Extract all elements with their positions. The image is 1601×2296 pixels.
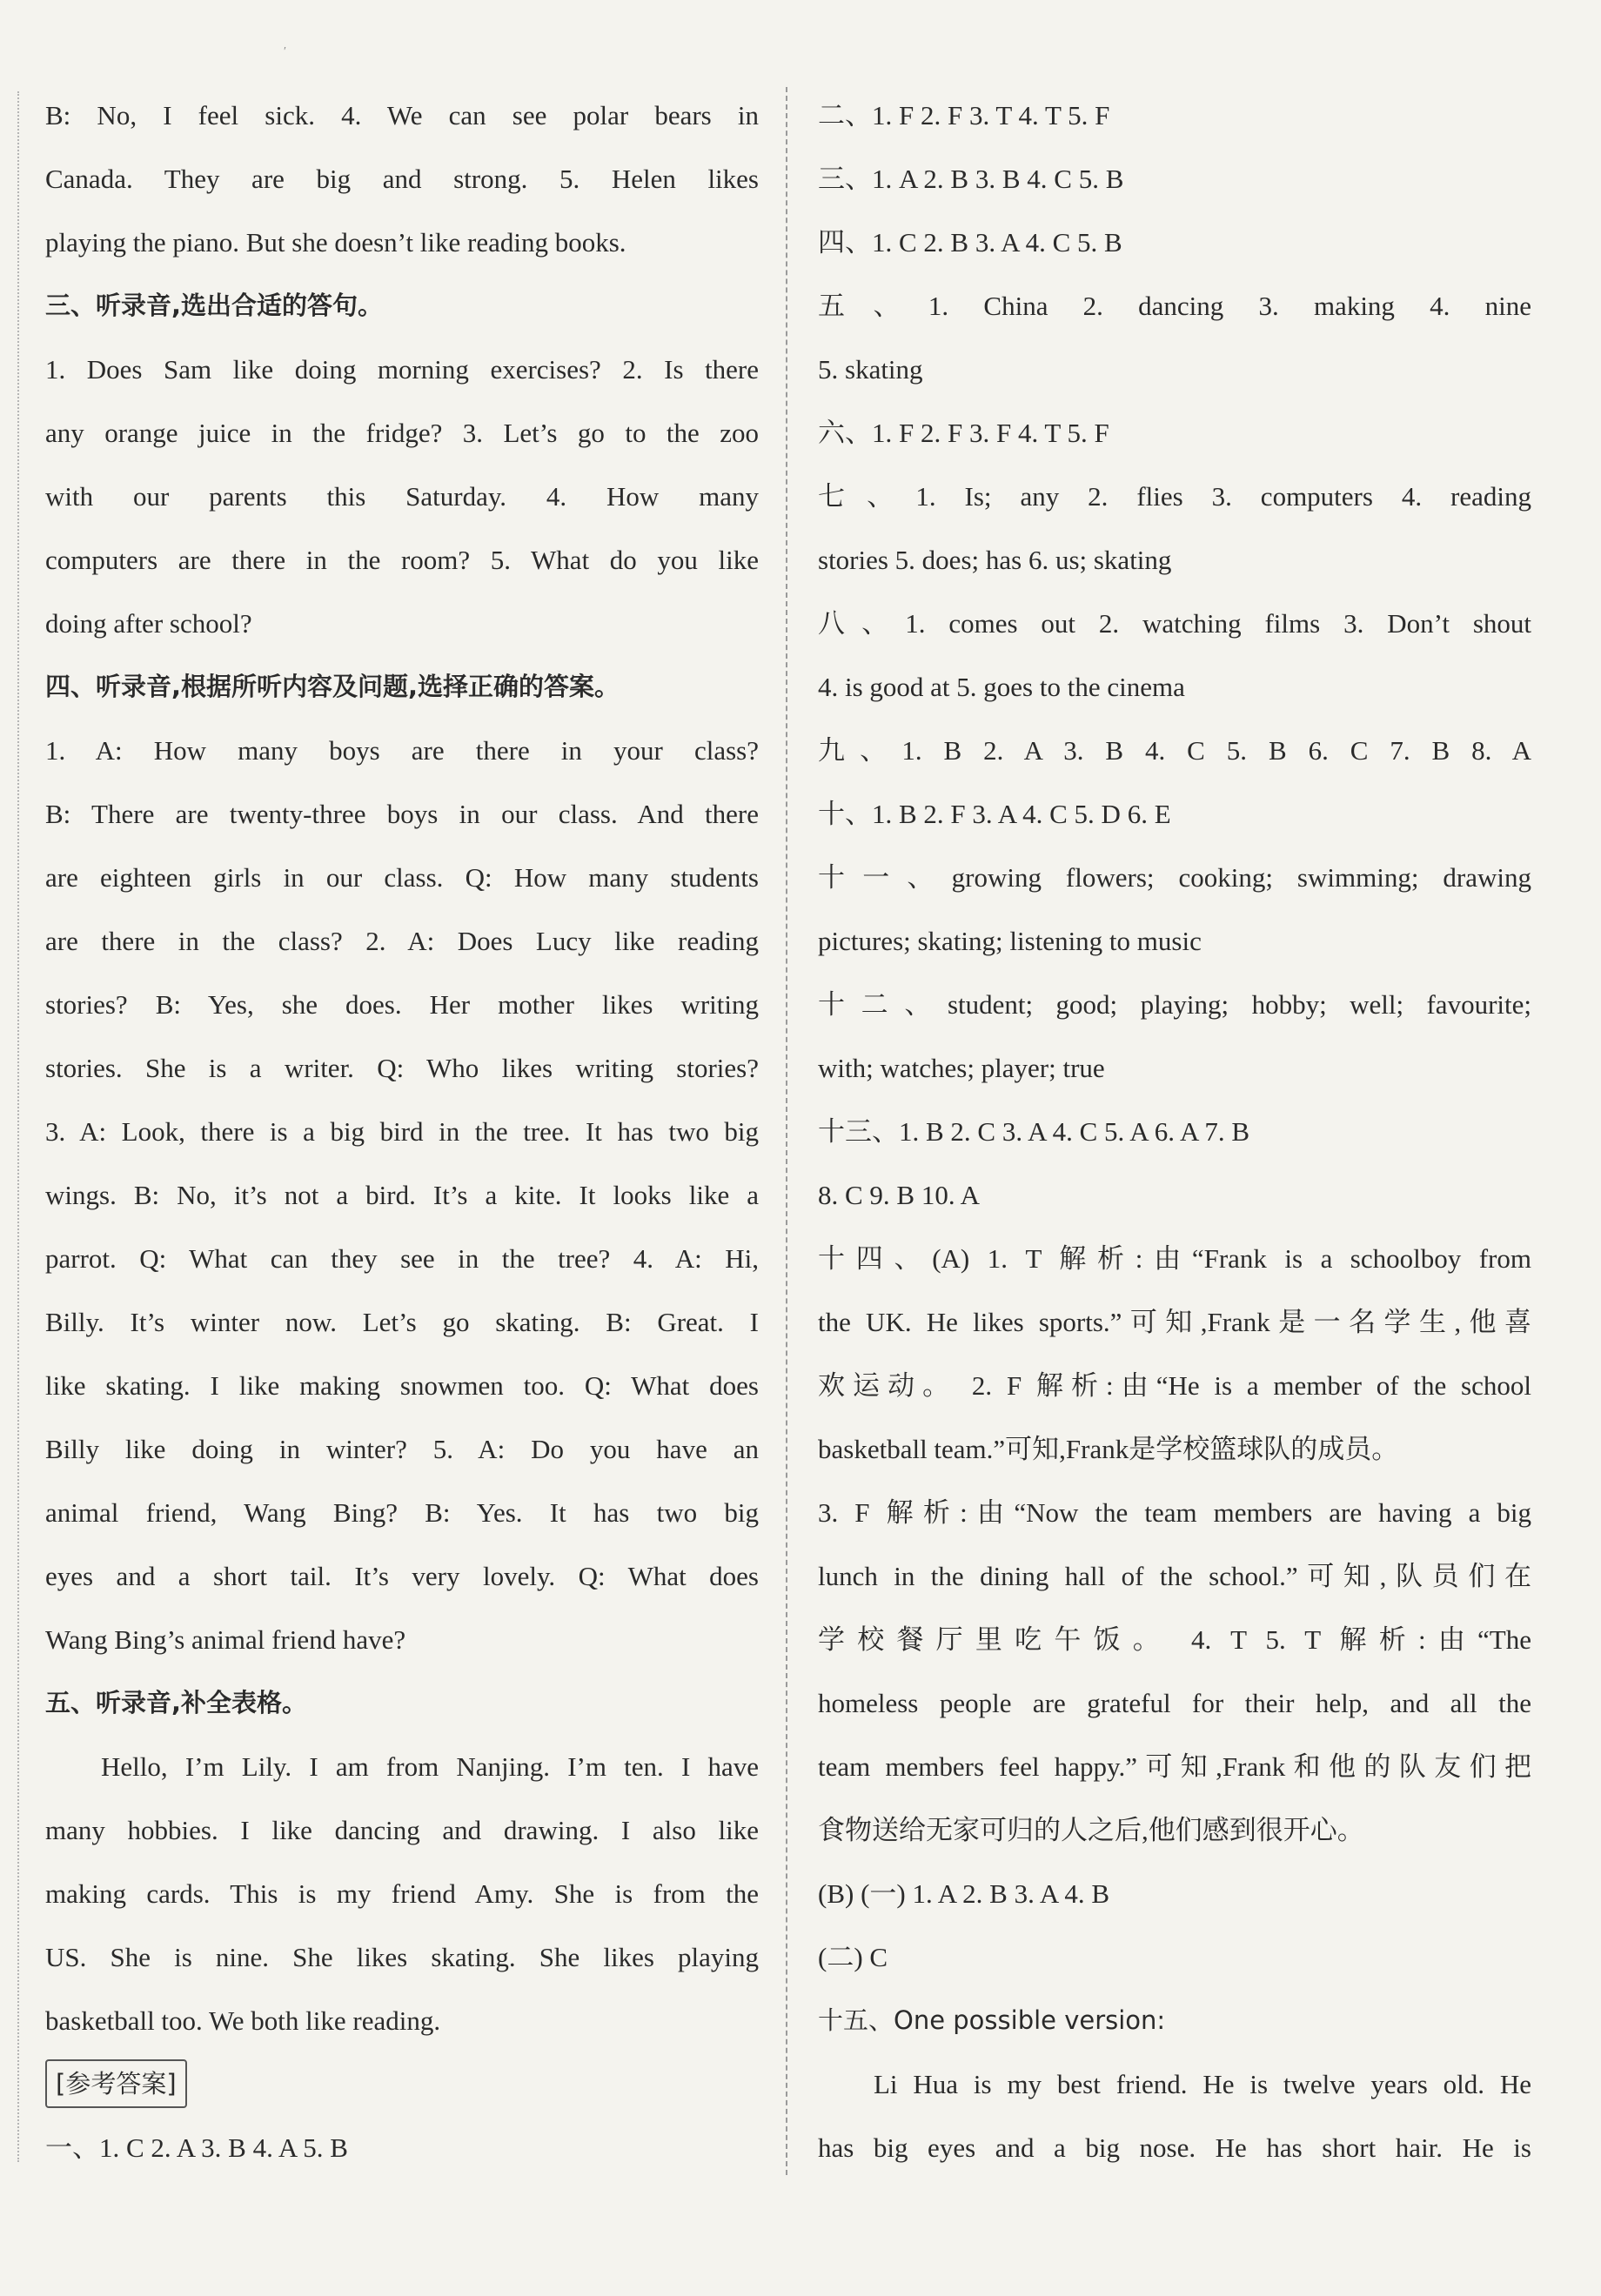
text-line: eyes and a short tail. It’s very lovely. Q: What does [45,1561,759,1591]
text-line: 食物送给无家可归的人之后,他们感到很开心。 [818,1815,1364,1845]
text-line: many hobbies. I like dancing and drawing. I also like [45,1815,759,1845]
right-column [818,84,1531,2192]
text-line: 5. skating [818,354,923,385]
section-heading: 五、听录音,补全表格。 [45,1688,308,1717]
text-line: pictures; skating; listening to music [818,926,1202,956]
section-heading: 四、听录音,根据所听内容及问题,选择正确的答案。 [45,672,620,701]
text-line: computers are there in the room? 5. What do you like [45,545,759,575]
text-line: 五、1. China 2. dancing 3. making 4. nine [818,291,1531,321]
text-line: parrot. Q: What can they see in the tree? 4. A: Hi, [45,1243,759,1274]
text-line: are there in the class? 2. A: Does Lucy like reading [45,926,759,956]
text-line: 二、1. F 2. F 3. T 4. T 5. F [818,100,1110,131]
text-line: (B) (一) 1. A 2. B 3. A 4. B [818,1878,1110,1909]
section-heading: 三、听录音,选出合适的答句。 [45,291,384,320]
text-line: any orange juice in the fridge? 3. Let’s go to the zoo [45,418,759,448]
text-line: 1. Does Sam like doing morning exercises? 2. Is there [45,354,759,385]
text-line: Billy like doing in winter? 5. A: Do you have an [45,1434,759,1464]
text-line: 3. F 解析:由“Now the team members are having a big [818,1497,1531,1528]
left-column [45,84,759,2192]
text-line: stories 5. does; has 6. us; skating [818,545,1172,575]
text-line: lunch in the dining hall of the school.”可知,队员们在 [818,1561,1531,1591]
text-line: US. She is nine. She likes skating. She likes playing [45,1942,759,1972]
text-line: stories. She is a writer. Q: Who likes writing stories? [45,1053,759,1083]
reference-answer-label: [参考答案] [45,2059,187,2108]
column-divider [786,87,787,2175]
text-line: basketball team.”可知,Frank是学校篮球队的成员。 [818,1434,1399,1464]
text-line: wings. B: No, it’s not a bird. It’s a kite. It looks like a [45,1180,759,1210]
text-line: 十、1. B 2. F 3. A 4. C 5. D 6. E [818,799,1171,829]
text-line: 1. A: How many boys are there in your class? [45,735,759,766]
text-line: 四、1. C 2. B 3. A 4. C 5. B [818,227,1122,258]
text-line: 欢运动。 2. F 解析:由“He is a member of the school [818,1370,1531,1401]
text-line: 学校餐厅里吃午饭。 4. T 5. T 解析:由“The [818,1624,1531,1655]
text-line: 八、1. comes out 2. watching films 3. Don’t shout [818,608,1531,639]
text-line: doing after school? [45,608,252,639]
text-line: Billy. It’s winter now. Let’s go skating. B: Great. I [45,1307,759,1337]
text-line: Li Hua is my best friend. He is twelve years old. He [874,2069,1531,2099]
text-line: 8. C 9. B 10. A [818,1180,981,1210]
text-line: 六、1. F 2. F 3. F 4. T 5. F [818,418,1109,448]
margin-mark: ′ [284,45,287,58]
text-line: basketball too. We both like reading. [45,2005,441,2036]
text-line: 4. is good at 5. goes to the cinema [818,672,1185,702]
text-line: B: There are twenty-three boys in our class. And there [45,799,759,829]
text-line: the UK. He likes sports.”可知,Frank是一名学生,他喜 [818,1307,1531,1337]
text-line: 十三、1. B 2. C 3. A 4. C 5. A 6. A 7. B [818,1116,1250,1147]
text-line: making cards. This is my friend Amy. She is from the [45,1878,759,1909]
reference-answer-label-row [45,2052,759,2116]
text-line: Wang Bing’s animal friend have? [45,1624,406,1655]
text-line: playing the piano. But she doesn’t like reading books. [45,227,626,258]
text-line: stories? B: Yes, she does. Her mother likes writing [45,989,759,1020]
text-line: 九、1. B 2. A 3. B 4. C 5. B 6. C 7. B 8. A [818,735,1531,766]
text-line: animal friend, Wang Bing? B: Yes. It has two big [45,1497,759,1528]
text-line: Hello, I’m Lily. I am from Nanjing. I’m ten. I have [101,1751,759,1782]
text-line: like skating. I like making snowmen too. Q: What does [45,1370,759,1401]
text-line: are eighteen girls in our class. Q: How many students [45,862,759,893]
text-line: has big eyes and a big nose. He has short hair. He is [818,2132,1531,2163]
text-line: 十二、student; good; playing; hobby; well; favourite; [818,989,1531,1020]
text-line: B: No, I feel sick. 4. We can see polar bears in [45,100,759,131]
text-line: 3. A: Look, there is a big bird in the tree. It has two big [45,1116,759,1147]
text-line: (二) C [818,1942,888,1972]
text-line: 七、1. Is; any 2. flies 3. computers 4. reading [818,481,1531,512]
text-line: 三、1. A 2. B 3. B 4. C 5. B [818,164,1124,194]
text-line: with our parents this Saturday. 4. How many [45,481,759,512]
text-line: team members feel happy.”可知,Frank和他的队友们把 [818,1751,1531,1782]
text-line: 十四、(A) 1. T 解析:由“Frank is a schoolboy from [818,1243,1531,1274]
section-heading: 十五、One possible version: [818,2005,1166,2035]
text-line: with; watches; player; true [818,1053,1105,1083]
text-line: 一、1. C 2. A 3. B 4. A 5. B [45,2132,348,2163]
left-margin-rule [17,91,19,2162]
text-line: Canada. They are big and strong. 5. Helen likes [45,164,759,194]
text-line: homeless people are grateful for their help, and all the [818,1688,1531,1718]
text-line: 十一、growing flowers; cooking; swimming; drawing [818,862,1531,893]
